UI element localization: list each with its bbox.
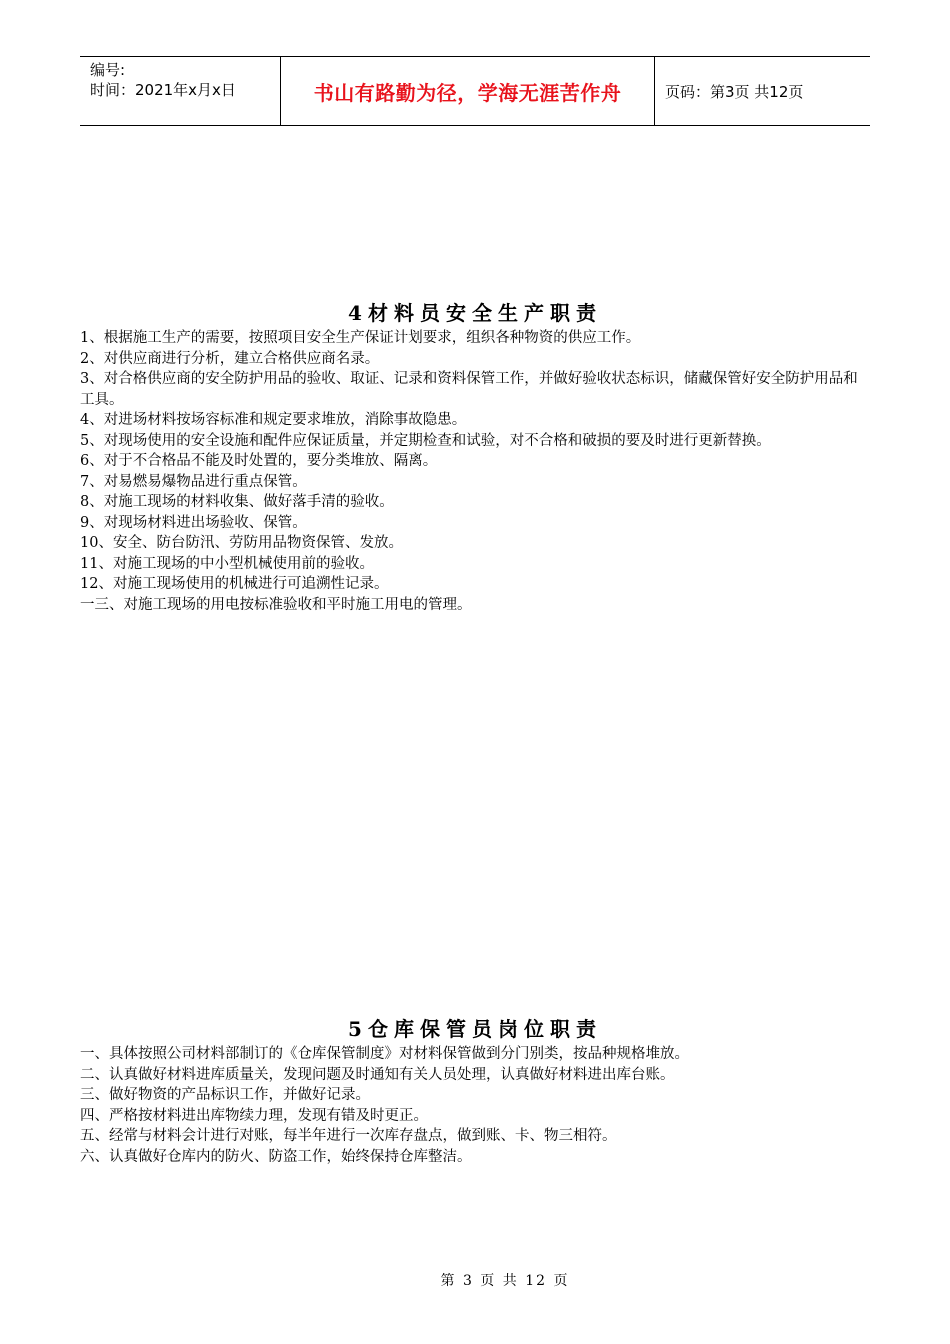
list-item: 7、对易燃易爆物品进行重点保管。 [80,473,307,490]
list-item: 3、对合格供应商的安全防护用品的验收、取证、记录和资料保管工作，并做好验收状态标识，储藏保管好安全防护用品和工具。 [80,371,858,408]
document-header [80,56,870,126]
list-item: 2、对供应商进行分析，建立合格供应商名录。 [80,350,380,367]
list-item: 9、对现场材料进出场验收、保管。 [80,514,307,531]
header-motto-cell [281,57,655,125]
list-item: 5、对现场使用的安全设施和配件应保证质量，并定期检查和试验，对不合格和破损的要及时进行更新替换。 [80,432,771,449]
duty-list [80,328,870,615]
list-item: 1、根据施工生产的需要，按照项目安全生产保证计划要求，组织各种物资的供应工作。 [80,330,641,346]
list-item: 11、对施工现场的中小型机械使用前的验收。 [80,555,374,572]
list-item: 五、经常与材料会计进行对账，每半年进行一次库存盘点，做到账、卡、物三相符。 [80,1128,617,1144]
document-time-label: 时间：2021年x月x日 [90,81,236,99]
section-title: 5仓库保管员岗位职责 [348,1017,602,1041]
list-item: 6、对于不合格品不能及时处置的，要分类堆放、隔离。 [80,453,438,469]
header-page-cell [655,57,870,125]
list-item: 一三、对施工现场的用电按标准验收和平时施工用电的管理。 [80,596,472,613]
list-item: 四、严格按材料进出库物续力理，发现有错及时更正。 [80,1107,428,1124]
list-item: 10、安全、防台防汛、劳防用品物资保管、发放。 [80,535,403,551]
list-item: 12、对施工现场使用的机械进行可追溯性记录。 [80,576,389,592]
section-warehouse-keeper [80,1016,870,1167]
list-item: 二、认真做好材料进库质量关，发现问题及时通知有关人员处理，认真做好材料进出库台账。 [80,1066,675,1083]
list-item: 8、对施工现场的材料收集、做好落手清的验收。 [80,494,394,510]
section-title: 4材料员安全生产职责 [348,301,602,325]
list-item: 4、对进场材料按场容标准和规定要求堆放，消除事故隐患。 [80,412,467,428]
header-page-info: 页码：第3页 共12页 [665,82,804,101]
list-item: 一、具体按照公司材料部制订的《仓库保管制度》对材料保管做到分门别类，按品种规格堆放。 [80,1046,689,1062]
list-item: 三、做好物资的产品标识工作，并做好记录。 [80,1087,370,1103]
header-motto: 书山有路勤为径，学海无涯苦作舟 [313,80,622,105]
list-item: 六、认真做好仓库内的防火、防盗工作，始终保持仓库整洁。 [80,1148,472,1165]
footer-page-number: 第 3 页 共 12 页 [440,1273,570,1289]
duty-list [80,1044,870,1167]
document-number-label: 编号: [90,61,126,79]
header-meta-cell [80,57,281,125]
section-material-officer [80,300,870,615]
page-footer [0,1270,950,1290]
